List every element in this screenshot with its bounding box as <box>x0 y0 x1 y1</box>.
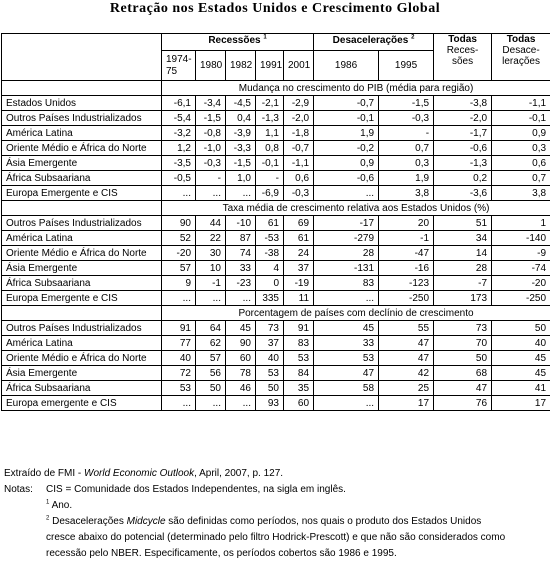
section-title: Mudança no crescimento do PIB (média para região) <box>162 81 550 96</box>
table-cell: -250 <box>379 291 434 306</box>
table-cell: 0,2 <box>434 171 492 186</box>
table-row <box>2 366 550 381</box>
table-cell: ... <box>196 396 226 411</box>
table-cell: -2,0 <box>284 111 314 126</box>
table-row <box>2 351 550 366</box>
table-cell: -3,2 <box>162 126 196 141</box>
table-cell: -3,3 <box>226 141 256 156</box>
table-cell: 0,8 <box>256 141 284 156</box>
header-recessoes: Recessões $^1$ <box>162 34 314 51</box>
table-cell: 50 <box>196 381 226 396</box>
table-cell: 73 <box>256 321 284 336</box>
note-2-cont: cresce abaixo do potencial (determinado pelo filtro Hodrick-Prescott) e que não são considerados como <box>46 532 506 543</box>
table-cell: ... <box>314 186 379 201</box>
note-2: $^2$ Desacelerações Midcycle são definidas como períodos, nos quais o produto dos Estados Unidos <box>46 515 482 527</box>
table-cell: 91 <box>162 321 196 336</box>
table-cell: -0,3 <box>284 186 314 201</box>
row-label: Oriente Médio e África do Norte <box>2 246 162 261</box>
table-cell: -0,8 <box>196 126 226 141</box>
table-cell: 1,0 <box>226 171 256 186</box>
table-cell: 0,6 <box>284 171 314 186</box>
table-cell: 69 <box>284 216 314 231</box>
table-row <box>2 126 550 141</box>
table-cell: -0,6 <box>434 141 492 156</box>
table-cell: 0,3 <box>492 141 550 156</box>
row-label: Outros Países Industrializados <box>2 321 162 336</box>
table-cell: -17 <box>314 216 379 231</box>
table-cell: -3,8 <box>434 96 492 111</box>
row-label: África Subsaariana <box>2 381 162 396</box>
header-year: 2001 <box>284 51 314 81</box>
table-cell: 45 <box>226 321 256 336</box>
header-todas-desaceleracoes: Todas Desace- lerações <box>492 34 550 81</box>
table-cell: 58 <box>314 381 379 396</box>
table-cell: - <box>196 171 226 186</box>
header-year: 1982 <box>226 51 256 81</box>
table-cell: - <box>379 126 434 141</box>
table-cell: 61 <box>284 231 314 246</box>
table-cell: 30 <box>196 246 226 261</box>
table-cell: 62 <box>196 336 226 351</box>
table-row <box>2 141 550 156</box>
section-title: Taxa média de crescimento relativa aos Estados Unidos (%) <box>162 201 550 216</box>
note-2-cont: recessão pelo NBER. Especificamente, os períodos cobertos são 1986 e 1995. <box>46 548 397 559</box>
table-title: Retração nos Estados Unidos e Crescimento Global <box>109 1 441 16</box>
table-row <box>2 96 550 111</box>
table-cell: 34 <box>434 231 492 246</box>
table-cell: 10 <box>196 261 226 276</box>
table-cell: 0,7 <box>379 141 434 156</box>
table-cell: -1,3 <box>256 111 284 126</box>
header-year: 1980 <box>196 51 226 81</box>
section-title-blank <box>2 201 162 216</box>
table-cell: 335 <box>256 291 284 306</box>
table-cell: -1,1 <box>492 96 550 111</box>
table-cell: 28 <box>434 261 492 276</box>
table-cell: 64 <box>196 321 226 336</box>
table-cell: 0,3 <box>379 156 434 171</box>
table-cell: 1 <box>492 216 550 231</box>
table-cell: 1,2 <box>162 141 196 156</box>
table-cell: 40 <box>162 351 196 366</box>
table-cell: 33 <box>226 261 256 276</box>
section-title-blank <box>2 306 162 321</box>
table-cell: ... <box>196 291 226 306</box>
table-cell: -47 <box>379 246 434 261</box>
table-cell: 173 <box>434 291 492 306</box>
table-cell: -3,5 <box>162 156 196 171</box>
table-cell: ... <box>196 186 226 201</box>
table-cell: - <box>256 171 284 186</box>
table-cell: ... <box>314 396 379 411</box>
table-cell: 51 <box>434 216 492 231</box>
table-cell: -1,0 <box>196 141 226 156</box>
table-cell: -74 <box>492 261 550 276</box>
table-cell: 60 <box>226 351 256 366</box>
table-cell: -1,7 <box>434 126 492 141</box>
table-cell: 47 <box>379 351 434 366</box>
table-cell: -1 <box>196 276 226 291</box>
table-cell: 78 <box>226 366 256 381</box>
table-cell: -10 <box>226 216 256 231</box>
table-cell: 3,8 <box>379 186 434 201</box>
table-cell: -3,6 <box>434 186 492 201</box>
table-cell: 68 <box>434 366 492 381</box>
table-cell: 47 <box>379 336 434 351</box>
table-cell: 47 <box>314 366 379 381</box>
table-cell: -1,5 <box>379 96 434 111</box>
table-cell: 1,9 <box>314 126 379 141</box>
table-cell: 20 <box>379 216 434 231</box>
table-cell: -1,3 <box>434 156 492 171</box>
table-cell: -1 <box>379 231 434 246</box>
table-cell: -20 <box>162 246 196 261</box>
table-cell: 60 <box>284 396 314 411</box>
table-row <box>2 231 550 246</box>
table-cell: 1,9 <box>379 171 434 186</box>
table-cell: -0,2 <box>314 141 379 156</box>
table-cell: 50 <box>492 321 550 336</box>
table-cell: 3,8 <box>492 186 550 201</box>
section-title-blank <box>2 81 162 96</box>
table-cell: -0,5 <box>162 171 196 186</box>
table-cell: 9 <box>162 276 196 291</box>
table-cell: ... <box>162 396 196 411</box>
table-cell: 50 <box>256 381 284 396</box>
table-cell: 57 <box>196 351 226 366</box>
table-cell: 0 <box>256 276 284 291</box>
table-cell: -2,9 <box>284 96 314 111</box>
table-cell: -0,6 <box>314 171 379 186</box>
table-cell: 40 <box>256 351 284 366</box>
note-1: $^1$ Ano. <box>46 499 73 511</box>
table-cell: 61 <box>256 216 284 231</box>
table-cell: 28 <box>314 246 379 261</box>
table-row <box>2 321 550 336</box>
row-label: Ásia Emergente <box>2 366 162 381</box>
table-cell: ... <box>226 291 256 306</box>
table-cell: -279 <box>314 231 379 246</box>
table-cell: -19 <box>284 276 314 291</box>
row-label: América Latina <box>2 231 162 246</box>
row-label: Ásia Emergente <box>2 156 162 171</box>
table-cell: 17 <box>492 396 550 411</box>
header-year: 1991 <box>256 51 284 81</box>
table-cell: 73 <box>434 321 492 336</box>
table-row <box>2 396 550 411</box>
notes-cis: Notas: CIS = Comunidade dos Estados Independentes, na sigla em inglês. <box>4 484 346 495</box>
table-cell: ... <box>162 291 196 306</box>
table-cell: 0,7 <box>492 171 550 186</box>
header-year: 1995 <box>379 51 434 81</box>
source-line: Extraído de FMI - World Economic Outlook, April, 2007, p. 127. <box>4 468 284 479</box>
table-row <box>2 336 550 351</box>
table-cell: -0,7 <box>284 141 314 156</box>
row-label: América Latina <box>2 336 162 351</box>
table-cell: ... <box>226 396 256 411</box>
table-cell: 45 <box>314 321 379 336</box>
table-cell: 11 <box>284 291 314 306</box>
table-cell: -3,4 <box>196 96 226 111</box>
table-cell: 72 <box>162 366 196 381</box>
data-table <box>1 33 550 411</box>
table-cell: ... <box>162 186 196 201</box>
table-row <box>2 381 550 396</box>
table-row <box>2 246 550 261</box>
table-cell: 53 <box>314 351 379 366</box>
table-cell: 40 <box>492 336 550 351</box>
table-row <box>2 111 550 126</box>
row-label: Outros Países Industrializados <box>2 216 162 231</box>
table-cell: -4,5 <box>226 96 256 111</box>
table-cell: 35 <box>284 381 314 396</box>
table-cell: 57 <box>162 261 196 276</box>
table-cell: 45 <box>492 351 550 366</box>
table-row <box>2 261 550 276</box>
table-cell: 24 <box>284 246 314 261</box>
table-cell: -0,1 <box>256 156 284 171</box>
table-cell: 70 <box>434 336 492 351</box>
table-cell: 0,9 <box>314 156 379 171</box>
table-cell: 93 <box>256 396 284 411</box>
table-cell: 83 <box>284 336 314 351</box>
table-cell: -6,9 <box>256 186 284 201</box>
table-cell: -0,7 <box>314 96 379 111</box>
table-cell: -53 <box>256 231 284 246</box>
row-label: Outros Países Industrializados <box>2 111 162 126</box>
table-cell: -23 <box>226 276 256 291</box>
row-label: Europa Emergente e CIS <box>2 291 162 306</box>
table-cell: 14 <box>434 246 492 261</box>
table-cell: 46 <box>226 381 256 396</box>
table-cell: -131 <box>314 261 379 276</box>
table-cell: ... <box>226 186 256 201</box>
table-cell: -2,1 <box>256 96 284 111</box>
table-cell: 84 <box>284 366 314 381</box>
row-label: Europa Emergente e CIS <box>2 186 162 201</box>
table-row <box>2 216 550 231</box>
header-blank <box>2 34 162 51</box>
row-label: Oriente Médio e África do Norte <box>2 141 162 156</box>
table-cell: 41 <box>492 381 550 396</box>
table-cell: -123 <box>379 276 434 291</box>
table-cell: -16 <box>379 261 434 276</box>
table-cell: 4 <box>256 261 284 276</box>
table-cell: 56 <box>196 366 226 381</box>
table-cell: -5,4 <box>162 111 196 126</box>
table-cell: -9 <box>492 246 550 261</box>
table-cell: 37 <box>284 261 314 276</box>
table-cell: -140 <box>492 231 550 246</box>
row-label: África Subsaariana <box>2 171 162 186</box>
table-cell: 83 <box>314 276 379 291</box>
header-year: 1986 <box>314 51 379 81</box>
header-desaceleracoes: Desacelerações $^2$ <box>314 34 434 51</box>
notes <box>4 466 546 562</box>
table-cell: -20 <box>492 276 550 291</box>
table-cell: -3,9 <box>226 126 256 141</box>
table-cell: -6,1 <box>162 96 196 111</box>
table-cell: 87 <box>226 231 256 246</box>
table-cell: -1,8 <box>284 126 314 141</box>
table-cell: 1,1 <box>256 126 284 141</box>
table-cell: -2,0 <box>434 111 492 126</box>
table-cell: 22 <box>196 231 226 246</box>
table-cell: ... <box>314 291 379 306</box>
table-cell: -0,3 <box>379 111 434 126</box>
row-label: Oriente Médio e África do Norte <box>2 351 162 366</box>
row-label: África Subsaariana <box>2 276 162 291</box>
table-cell: -0,1 <box>314 111 379 126</box>
row-label: América Latina <box>2 126 162 141</box>
table-cell: -38 <box>256 246 284 261</box>
table-cell: 0,4 <box>226 111 256 126</box>
table-cell: -1,5 <box>196 111 226 126</box>
row-label: Europa emergente e CIS <box>2 396 162 411</box>
table-cell: 77 <box>162 336 196 351</box>
table-cell: 17 <box>379 396 434 411</box>
table-cell: -250 <box>492 291 550 306</box>
table-cell: 91 <box>284 321 314 336</box>
table-cell: 90 <box>226 336 256 351</box>
table-cell: 52 <box>162 231 196 246</box>
header-blank-2 <box>2 51 162 81</box>
table-cell: -1,5 <box>226 156 256 171</box>
table-row <box>2 186 550 201</box>
table-cell: 53 <box>256 366 284 381</box>
table-cell: 55 <box>379 321 434 336</box>
table-cell: 33 <box>314 336 379 351</box>
table-cell: 90 <box>162 216 196 231</box>
table-cell: 47 <box>434 381 492 396</box>
header-todas-recessoes: Todas Reces- sões <box>434 34 492 81</box>
table-cell: 42 <box>379 366 434 381</box>
section-title: Porcentagem de países com declínio de crescimento <box>162 306 550 321</box>
table-cell: 25 <box>379 381 434 396</box>
table-cell: 74 <box>226 246 256 261</box>
table-cell: 53 <box>284 351 314 366</box>
table-row <box>2 156 550 171</box>
table-cell: 53 <box>162 381 196 396</box>
table-cell: 44 <box>196 216 226 231</box>
row-label: Estados Unidos <box>2 96 162 111</box>
table-cell: 50 <box>434 351 492 366</box>
table-cell: -1,1 <box>284 156 314 171</box>
row-label: Ásia Emergente <box>2 261 162 276</box>
table-cell: 0,6 <box>492 156 550 171</box>
table-cell: -0,1 <box>492 111 550 126</box>
table-cell: 0,9 <box>492 126 550 141</box>
table-cell: -0,3 <box>196 156 226 171</box>
table-row <box>2 171 550 186</box>
header-year: 1974- 75 <box>162 51 196 81</box>
table-cell: 37 <box>256 336 284 351</box>
table-cell: 76 <box>434 396 492 411</box>
table-row <box>2 291 550 306</box>
table-cell: 45 <box>492 366 550 381</box>
table-row <box>2 276 550 291</box>
table-cell: -7 <box>434 276 492 291</box>
